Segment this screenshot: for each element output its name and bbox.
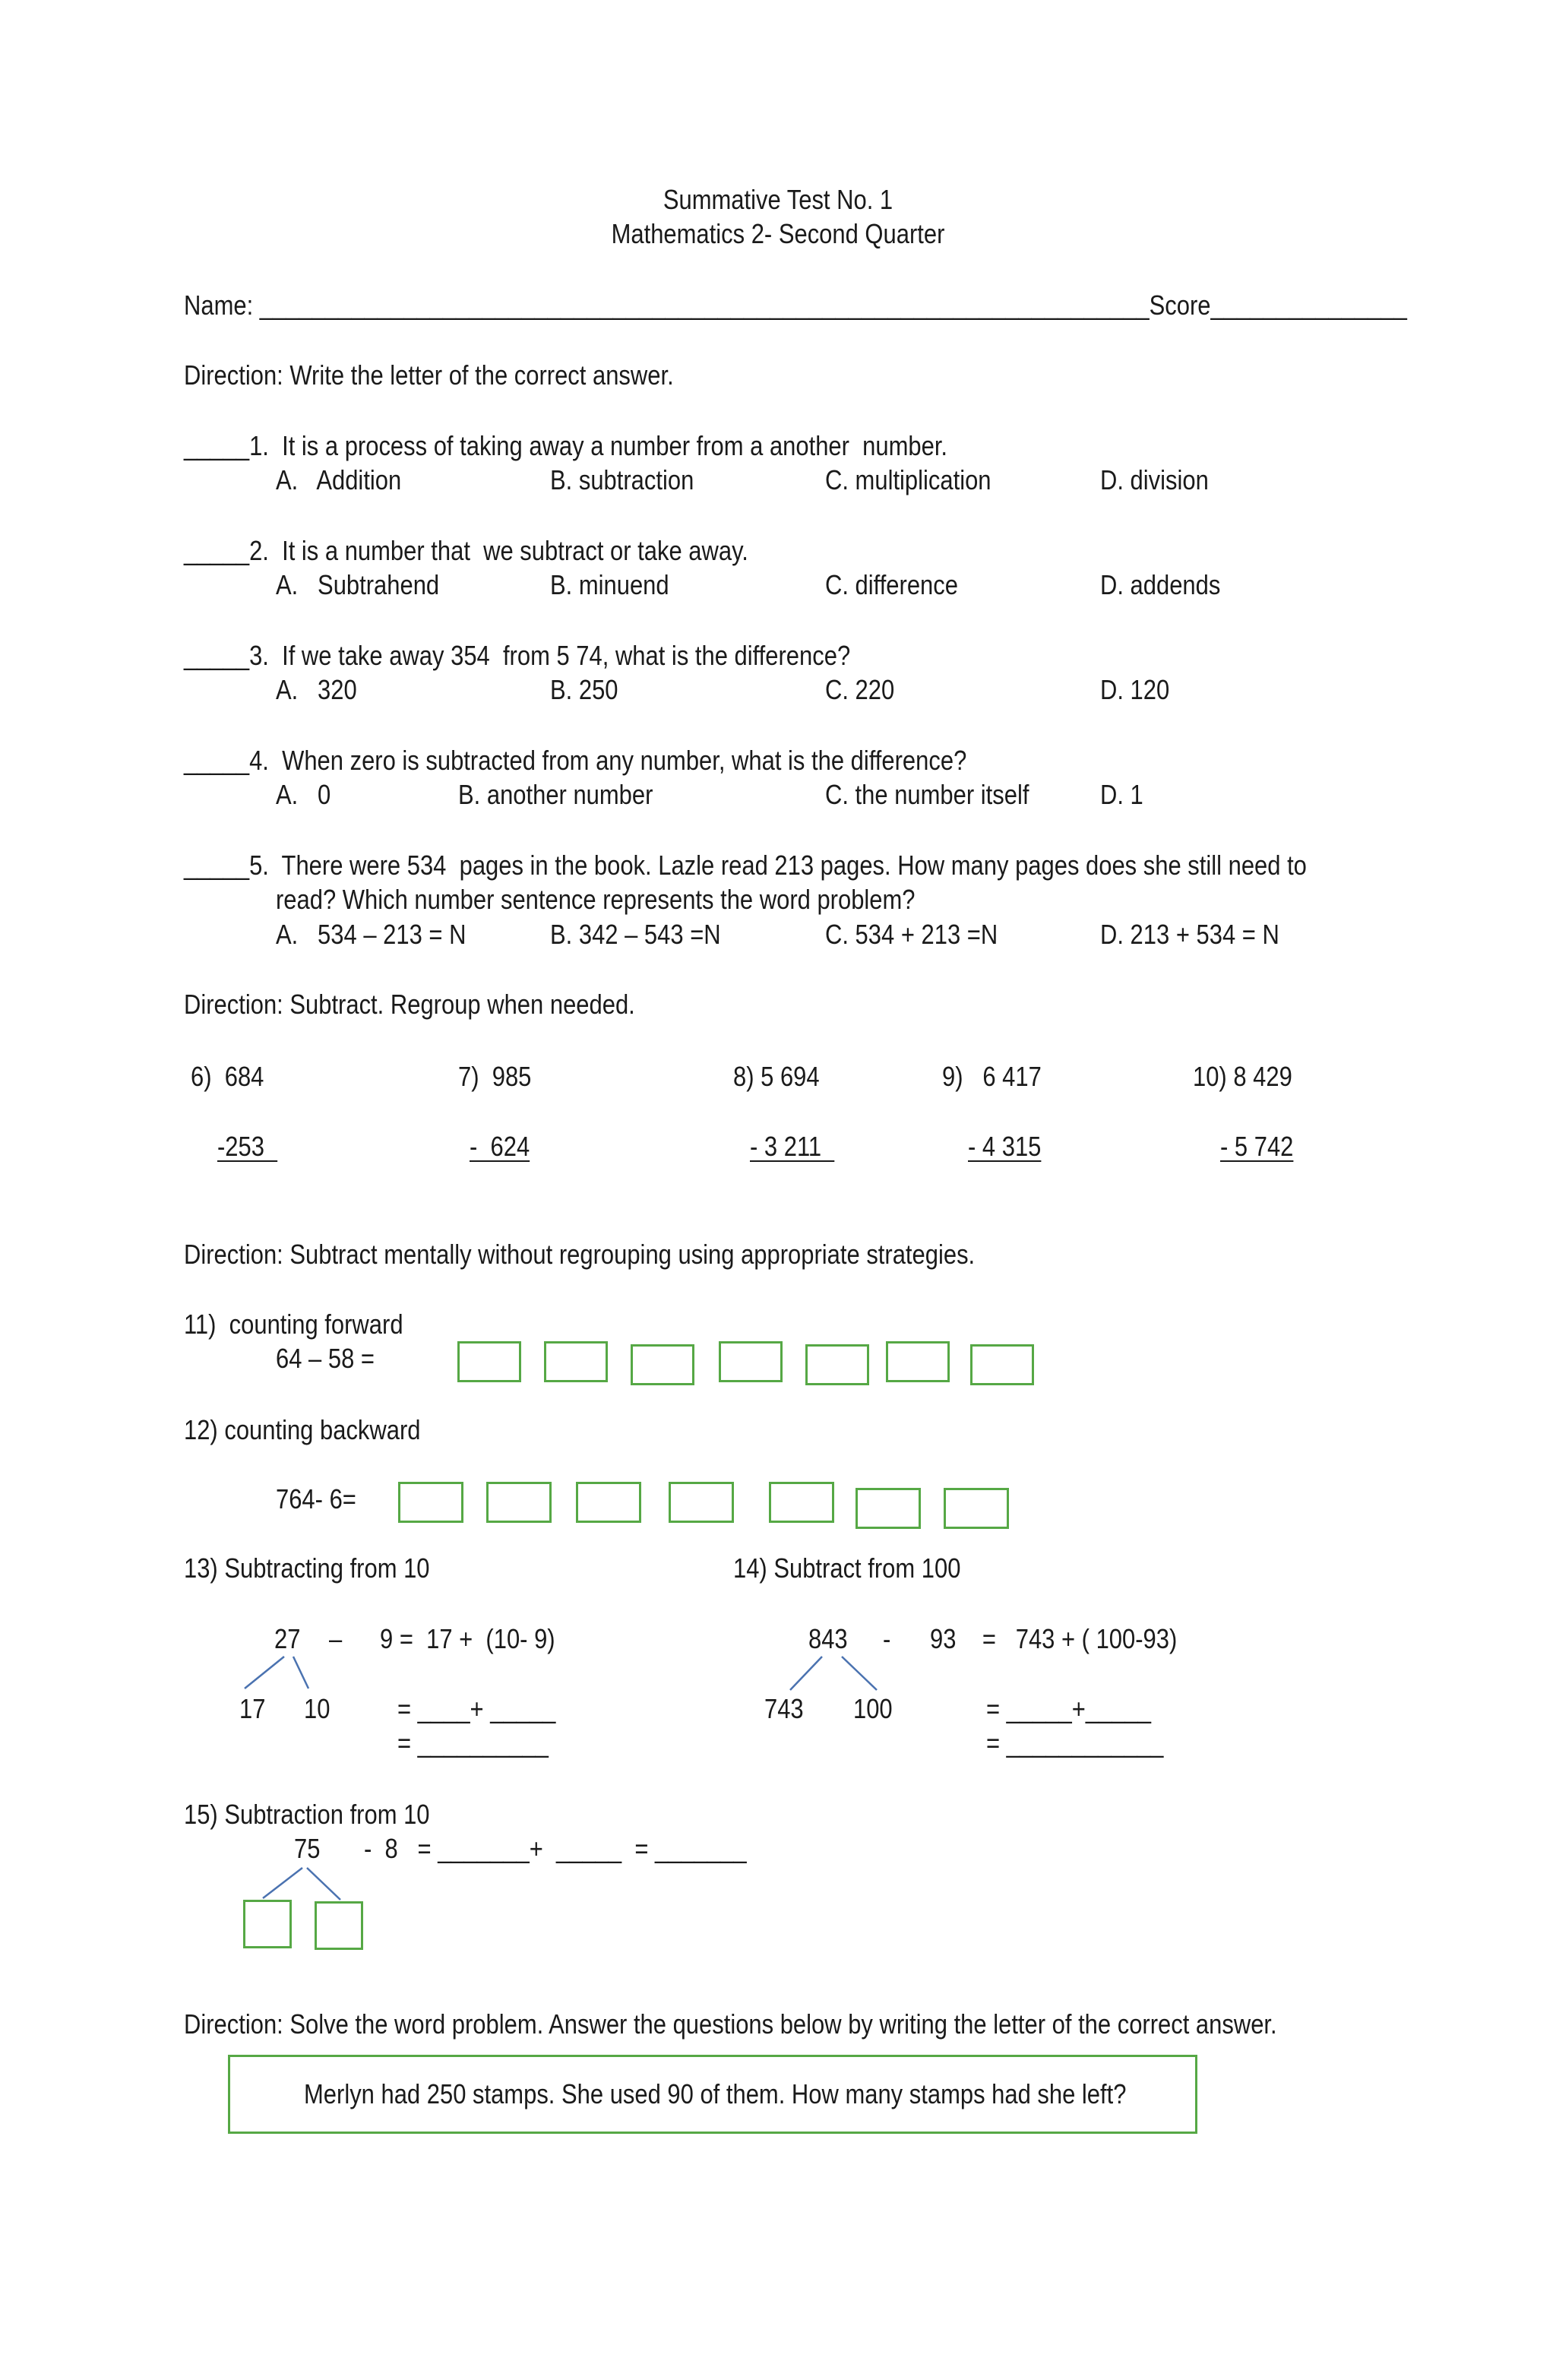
question-13-split-right: 10	[304, 1693, 330, 1724]
problem-7-bottom: - 624	[470, 1131, 530, 1162]
question-13-label: 13) Subtracting from 10	[184, 1552, 430, 1584]
question-13-answer-line-1: = ____+ _____	[397, 1693, 556, 1724]
question-1-option-d: D. division	[1100, 464, 1209, 495]
question-2-option-b: B. minuend	[550, 569, 669, 600]
question-14-answer-line-2: = ____________	[986, 1727, 1164, 1758]
bond-line	[263, 1868, 302, 1898]
problem-9-bottom: - 4 315	[968, 1131, 1042, 1162]
question-2-option-a: A. Subtrahend	[276, 569, 440, 600]
question-13-split-left: 17	[239, 1693, 266, 1724]
question-5-stem-continued: read? Which number sentence represents the word problem?	[276, 884, 916, 915]
question-14-minus: -	[883, 1623, 891, 1654]
question-14-split-left: 743	[764, 1693, 804, 1724]
question-5-option-b: B. 342 – 543 =N	[550, 919, 721, 950]
question-12-expression: 764- 6=	[276, 1483, 356, 1514]
name-score-line: Name: ____________________________________________________________________Score_______________	[184, 290, 1407, 321]
question-5-option-d: D. 213 + 534 = N	[1100, 919, 1279, 950]
word-problem-text: Merlyn had 250 stamps. She used 90 of them. How many stamps had she left?	[304, 2078, 1127, 2109]
bond-line	[842, 1657, 877, 1690]
direction-mental-subtraction: Direction: Subtract mentally without regrouping using appropriate strategies.	[184, 1239, 976, 1270]
question-1-option-b: B. subtraction	[550, 464, 694, 495]
page-subtitle: Mathematics 2- Second Quarter	[611, 218, 945, 249]
question-4-stem: _____4. When zero is subtracted from any number, what is the difference?	[184, 745, 967, 776]
question-14-label: 14) Subtract from 100	[733, 1552, 961, 1584]
direction-word-problem: Direction: Solve the word problem. Answer the questions below by writing the letter of the correct answer.	[184, 2008, 1277, 2040]
question-4-option-c: C. the number itself	[825, 779, 1029, 810]
question-15-label: 15) Subtraction from 10	[184, 1799, 430, 1830]
question-4-option-d: D. 1	[1100, 779, 1143, 810]
problem-10-bottom: - 5 742	[1220, 1131, 1294, 1162]
question-1-stem: _____1. It is a process of taking away a number from a another number.	[184, 430, 948, 461]
question-15-minuend: 75	[294, 1833, 321, 1864]
direction-subtract-regroup: Direction: Subtract. Regroup when needed.	[184, 989, 635, 1020]
problem-8-bottom: - 3 211	[750, 1131, 835, 1162]
question-14-equation: 93 = 743 + ( 100-93)	[930, 1623, 1178, 1654]
question-1-option-c: C. multiplication	[825, 464, 991, 495]
bond-line	[790, 1657, 822, 1690]
question-13-equation: 9 = 17 + (10- 9)	[380, 1623, 555, 1654]
problem-6-top: 6) 684	[191, 1061, 264, 1092]
question-3-option-a: A. 320	[276, 674, 357, 705]
question-5-option-c: C. 534 + 213 =N	[825, 919, 998, 950]
problem-9-top: 9) 6 417	[942, 1061, 1042, 1092]
question-2-option-c: C. difference	[825, 569, 958, 600]
question-5-option-a: A. 534 – 213 = N	[276, 919, 466, 950]
question-4-option-b: B. another number	[458, 779, 653, 810]
question-3-stem: _____3. If we take away 354 from 5 74, what is the difference?	[184, 640, 851, 671]
question-15-equation: - 8 = _______+ _____ = _______	[364, 1833, 747, 1864]
question-3-option-d: D. 120	[1100, 674, 1170, 705]
question-1-option-a: A. Addition	[276, 464, 402, 495]
direction-multiple-choice: Direction: Write the letter of the correct answer.	[184, 359, 674, 391]
question-11-label: 11) counting forward	[184, 1309, 403, 1340]
question-3-option-b: B. 250	[550, 674, 618, 705]
problem-8-top: 8) 5 694	[733, 1061, 820, 1092]
question-12-label: 12) counting backward	[184, 1414, 421, 1445]
question-3-option-c: C. 220	[825, 674, 895, 705]
question-2-option-d: D. addends	[1100, 569, 1221, 600]
question-14-split-right: 100	[853, 1693, 893, 1724]
bond-line	[307, 1868, 340, 1900]
page-title: Summative Test No. 1	[663, 184, 893, 215]
question-13-minuend: 27	[274, 1623, 301, 1654]
question-2-stem: _____2. It is a number that we subtract or take away.	[184, 535, 748, 566]
problem-10-top: 10) 8 429	[1193, 1061, 1292, 1092]
question-4-option-a: A. 0	[276, 779, 331, 810]
bond-line	[293, 1657, 308, 1688]
question-5-stem: _____5. There were 534 pages in the book. Lazle read 213 pages. How many pages does she still need to	[184, 850, 1307, 881]
question-13-answer-line-2: = __________	[397, 1727, 549, 1758]
problem-6-bottom: -253	[217, 1131, 278, 1162]
question-11-expression: 64 – 58 =	[276, 1343, 375, 1374]
question-14-answer-line-1: = _____+_____	[986, 1693, 1151, 1724]
problem-7-top: 7) 985	[458, 1061, 532, 1092]
question-14-minuend: 843	[808, 1623, 848, 1654]
bond-line	[245, 1657, 284, 1688]
question-13-minus: –	[329, 1623, 343, 1654]
